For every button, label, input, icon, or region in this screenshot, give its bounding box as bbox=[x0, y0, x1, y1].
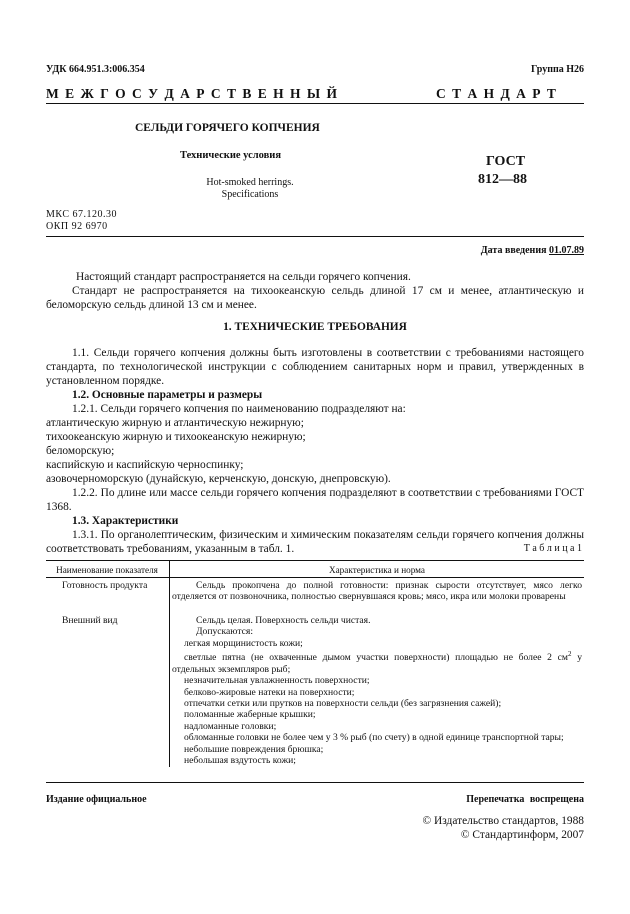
clause-1-2-2: 1.2.2. По длине или массе сельди горячего копчения подразделяют в соответствии с требованиями ГОСТ 1368. bbox=[46, 487, 584, 513]
copyright-1988: © Издательство стандартов, 1988 bbox=[422, 815, 584, 827]
intro-paragraph-2-wrap bbox=[46, 284, 584, 312]
banner-interstate: М Е Ж Г О С У Д А Р С Т В Е Н Н Ы Й bbox=[46, 86, 339, 101]
copyright-2007: © Стандартинформ, 2007 bbox=[460, 829, 584, 841]
intro-paragraph-2: Стандарт не распространяется на тихоокеанскую сельдь длиной 17 см и менее, атлантическую и беломорскую сельдь длиной 13 см и менее. bbox=[46, 285, 584, 311]
list-item: атлантическую жирную и атлантическую нежирную; bbox=[46, 417, 304, 429]
table-caption: Т а б л и ц а 1 bbox=[523, 543, 582, 554]
allow-item: белково-жировые натеки на поверхности; bbox=[184, 686, 355, 698]
intro-date-label: Дата введения bbox=[480, 245, 547, 256]
intro-date-value: 01.07.89 bbox=[549, 245, 584, 256]
okp-code: ОКП 92 6970 bbox=[46, 221, 108, 232]
udk-code: УДК 664.951.3:006.354 bbox=[46, 64, 145, 75]
allow-item: отпечатки сетки или прутков на поверхности сельди (без загрязнения сажей); bbox=[184, 698, 502, 710]
header-rule bbox=[46, 103, 584, 104]
list-item: беломорскую; bbox=[46, 445, 115, 457]
official-edition: Издание официальное bbox=[46, 794, 147, 805]
gost-label: ГОСТ bbox=[486, 154, 526, 169]
clause-1-2-heading: 1.2. Основные параметры и размеры bbox=[72, 389, 263, 401]
allow-item: небольшая вздутость кожи; bbox=[184, 755, 296, 767]
allow-item: легкая морщинистость кожи; bbox=[184, 637, 303, 649]
allow-item-light-spots: светлые пятна (не охваченные дымом участки поверхности) площадью не более 2 $см^2$ у отдельных экземпляров рыб; bbox=[172, 650, 582, 675]
intro-date bbox=[481, 245, 584, 256]
gost-number: 812—88 bbox=[478, 172, 527, 187]
table-column-divider bbox=[169, 560, 170, 767]
reprint-prohibited: Перепечатка воспрещена bbox=[466, 794, 584, 805]
list-item: тихоокеанскую жирную и тихоокеанскую нежирную; bbox=[46, 431, 306, 443]
row-text-appearance-wrap bbox=[172, 615, 582, 766]
allow-item: незначительная увлажненность поверхности; bbox=[184, 675, 370, 687]
table-header-name: Наименование показателя bbox=[56, 565, 158, 575]
allow-item: небольшие повреждения брюшка; bbox=[184, 743, 324, 755]
clause-1-2-1: 1.2.1. Сельди горячего копчения по наименованию подразделяют на: bbox=[72, 403, 406, 415]
clause-1-1: 1.1. Сельди горячего копчения должны быть изготовлены в соответствии с требованиями настоящего стандарта, по технологической инструкции с соблюдением санитарных норм и правил, утвержденных в установленном порядке. bbox=[46, 347, 584, 387]
mks-code: МКС 67.120.30 bbox=[46, 209, 117, 220]
list-item: азовочерноморскую (дунайскую, керченскую, донскую, днепровскую). bbox=[46, 473, 391, 485]
allow-item: поломанные жаберные крышки; bbox=[184, 709, 316, 721]
english-title-line2: Specifications bbox=[221, 189, 279, 200]
row-name-appearance: Внешний вид bbox=[62, 615, 118, 626]
allow-item: надломанные головки; bbox=[184, 720, 277, 732]
table-header-characteristic: Характеристика и норма bbox=[328, 565, 426, 575]
row-text-readiness-wrap bbox=[172, 580, 582, 603]
clause-1-3-1: 1.3.1. По органолептическим, физическим и химическим показателям сельди горячего копчения должны соответствовать требованиям, указанным в табл. 1. bbox=[46, 529, 584, 555]
intro-paragraph-1: Настоящий стандарт распространяется на сельди горячего копчения. bbox=[76, 271, 411, 283]
allow-item: обломанные головки не более чем у 3 % рыб (по счету) в одной единице транспортной тары; bbox=[184, 732, 564, 744]
group-code: Группа Н26 bbox=[531, 64, 584, 75]
row-text-appearance: Сельдь целая. Поверхность сельди чистая. bbox=[196, 615, 371, 626]
footer-rule bbox=[46, 782, 584, 783]
document-title: СЕЛЬДИ ГОРЯЧЕГО КОПЧЕНИЯ bbox=[135, 122, 320, 134]
english-title-line1: Hot-smoked herrings. bbox=[206, 177, 294, 188]
row-text-readiness: Сельдь прокопчена до полной готовности: признак сырости отсутствует, мясо легко отделяется от позвоночника, полностью свернувшаяся кровь; мясо, икра или молоки проварены bbox=[172, 580, 582, 603]
list-item: каспийскую и каспийскую черноспинку; bbox=[46, 459, 244, 471]
section-1-body bbox=[46, 346, 584, 556]
row-name-readiness: Готовность продукта bbox=[62, 580, 148, 591]
section-1-heading: 1. ТЕХНИЧЕСКИЕ ТРЕБОВАНИЯ bbox=[223, 321, 407, 333]
clause-1-3-heading: 1.3. Характеристики bbox=[72, 515, 179, 527]
table-header-rule bbox=[46, 577, 584, 578]
allow-heading: Допускаются: bbox=[196, 626, 253, 638]
banner-standard: С Т А Н Д А Р Т bbox=[436, 86, 558, 101]
table-top-rule bbox=[46, 560, 584, 561]
document-subtitle: Технические условия bbox=[180, 150, 282, 161]
title-rule bbox=[46, 236, 584, 237]
